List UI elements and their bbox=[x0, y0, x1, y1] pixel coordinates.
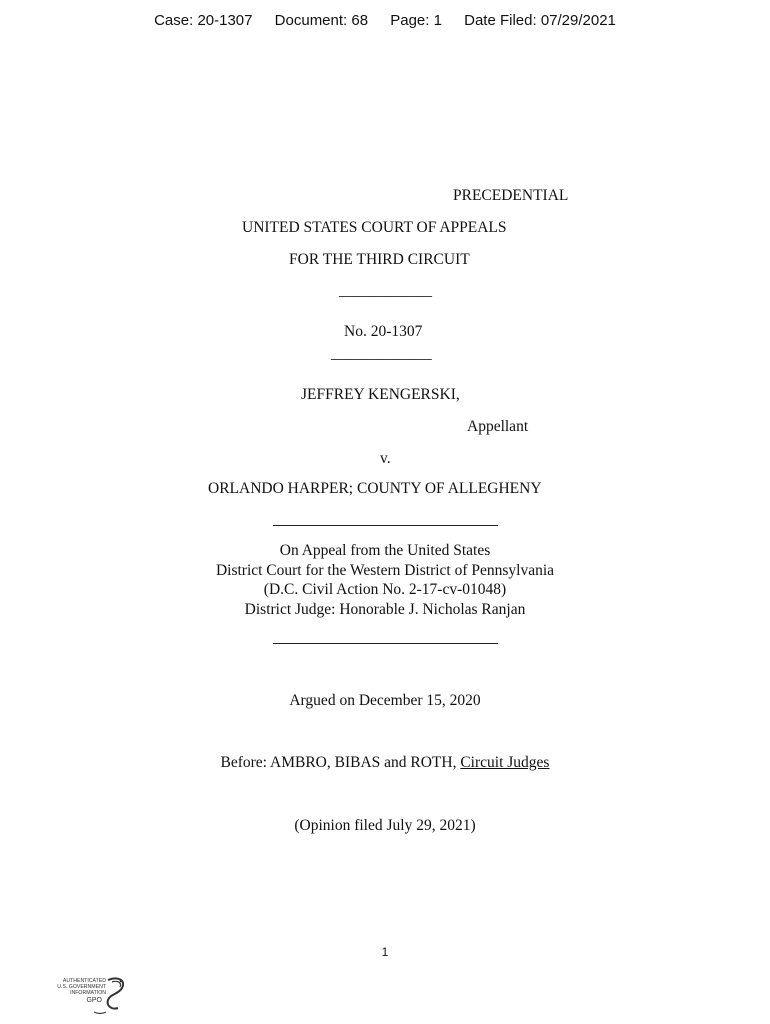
page-number: 1 bbox=[381, 945, 389, 959]
panel-judges-names: Before: AMBRO, BIBAS and ROTH, bbox=[220, 754, 461, 771]
eagle-icon bbox=[88, 974, 128, 1018]
argued-date: Argued on December 15, 2020 bbox=[289, 692, 481, 709]
opinion-filed-date: (Opinion filed July 29, 2021) bbox=[294, 817, 476, 834]
versus: v. bbox=[380, 450, 391, 467]
court-name: UNITED STATES COURT OF APPEALS bbox=[242, 219, 507, 236]
filing-header bbox=[0, 12, 770, 29]
docket-number: No. 20-1307 bbox=[344, 323, 423, 340]
date-filed: Date Filed: 07/29/2021 bbox=[464, 12, 616, 29]
appellant-label: Appellant bbox=[467, 418, 529, 435]
appellees: ORLANDO HARPER; COUNTY OF ALLEGHENY bbox=[208, 480, 542, 497]
precedential-label: PRECEDENTIAL bbox=[453, 187, 569, 204]
page-indicator: Page: 1 bbox=[390, 12, 442, 29]
circuit-name: FOR THE THIRD CIRCUIT bbox=[289, 251, 470, 268]
panel-judges bbox=[0, 754, 770, 772]
separator-rule bbox=[273, 525, 498, 526]
short-rule-bottom: _____________ bbox=[331, 345, 432, 362]
appeal-line-2: District Court for the Western District of Pennsylvania bbox=[215, 562, 555, 579]
circuit-judges-label: Circuit Judges bbox=[460, 754, 550, 771]
appeal-line-3: (D.C. Civil Action No. 2-17-cv-01048) bbox=[263, 581, 507, 598]
appeal-line-1: On Appeal from the United States bbox=[279, 542, 491, 559]
appellant-name: JEFFREY KENGERSKI, bbox=[301, 386, 460, 403]
separator-rule bbox=[273, 643, 498, 644]
document-number: Document: 68 bbox=[274, 12, 369, 29]
short-rule-top: ____________ bbox=[339, 282, 432, 299]
case-number: Case: 20-1307 bbox=[154, 12, 253, 29]
appeal-line-4: District Judge: Honorable J. Nicholas Ranjan bbox=[244, 601, 526, 618]
gpo-authentication-seal: AUTHENTICATED U.S. GOVERNMENT INFORMATION GPO bbox=[44, 974, 130, 1018]
